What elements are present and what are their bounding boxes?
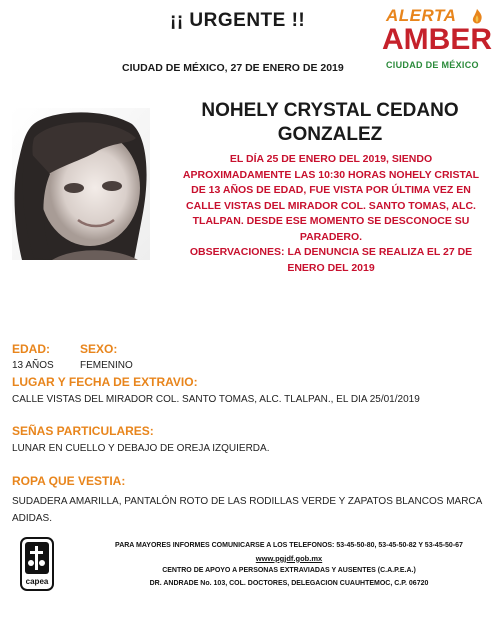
footer-url-link[interactable]: www.pgjdf.gob.mx — [255, 553, 323, 563]
sex-label: SEXO: — [80, 342, 118, 356]
footer-center: CENTRO DE APOYO A PERSONAS EXTRAVIADAS Y AUSENTES (C.A.P.E.A.) — [162, 567, 416, 574]
clothing-value: SUDADERA AMARILLA, PANTALÓN ROTO DE LAS RODILLAS VERDE Y ZAPATOS BLANCOS MARCA ADIDAS. — [12, 496, 482, 524]
logo-line-alerta: ALERTA — [386, 6, 457, 25]
observations-text: OBSERVACIONES: LA DENUNCIA SE REALIZA EL 27 DE ENERO DEL 2019 — [189, 246, 473, 274]
capea-logo — [20, 537, 54, 591]
sex-value: FEMENINO — [80, 360, 133, 371]
logo-line-city: CIUDAD DE MÉXICO — [386, 60, 479, 70]
urgent-title: ¡¡ URGENTE !! — [170, 10, 306, 31]
marks-value: LUNAR EN CUELLO Y DEBAJO DE OREJA IZQUIERDA. — [12, 443, 270, 454]
incident-description — [180, 152, 482, 276]
dateline: CIUDAD DE MÉXICO, 27 DE ENERO DE 2019 — [122, 62, 344, 74]
missing-person-photo — [12, 108, 150, 260]
footer-phones: PARA MAYORES INFORMES COMUNICARSE A LOS TELEFONOS: 53-45-50-80, 53-45-50-82 Y 53-45-50-67 — [115, 542, 463, 549]
footer-address: DR. ANDRADE No. 103, COL. DOCTORES, DELEGACION CUAUHTEMOC, C.P. 06720 — [149, 579, 429, 587]
logo-line-amber: AMBER — [382, 23, 492, 56]
clothing-label: ROPA QUE VESTIA: — [12, 474, 126, 488]
person-name: NOHELY CRYSTAL CEDANO GONZALEZ — [201, 100, 459, 145]
age-label: EDAD: — [12, 342, 50, 356]
age-value: 13 AÑOS — [12, 360, 54, 371]
alerta-amber-logo — [382, 6, 492, 72]
footer-info — [84, 540, 494, 590]
marks-label: SEÑAS PARTICULARES: — [12, 424, 154, 438]
place-date-label: LUGAR Y FECHA DE EXTRAVIO: — [12, 375, 198, 389]
capea-logo-text: capea — [25, 577, 49, 586]
description-text: EL DÍA 25 DE ENERO DEL 2019, SIENDO APROXIMADAMENTE LAS 10:30 HORAS NOHELY CRISTAL DE 13 AÑOS DE EDAD, FUE VISTA POR ÚLTIMA VEZ EN CALLE VISTAS DEL MIRADOR COL. SANTO TOMAS, ALC. TLALPAN. DESDE ESE MOMENTO SE DESCONOCE SU PARADERO. — [182, 153, 480, 243]
place-date-value: CALLE VISTAS DEL MIRADOR COL. SANTO TOMAS, ALC. TLALPAN., EL DIA 25/01/2019 — [12, 394, 420, 405]
